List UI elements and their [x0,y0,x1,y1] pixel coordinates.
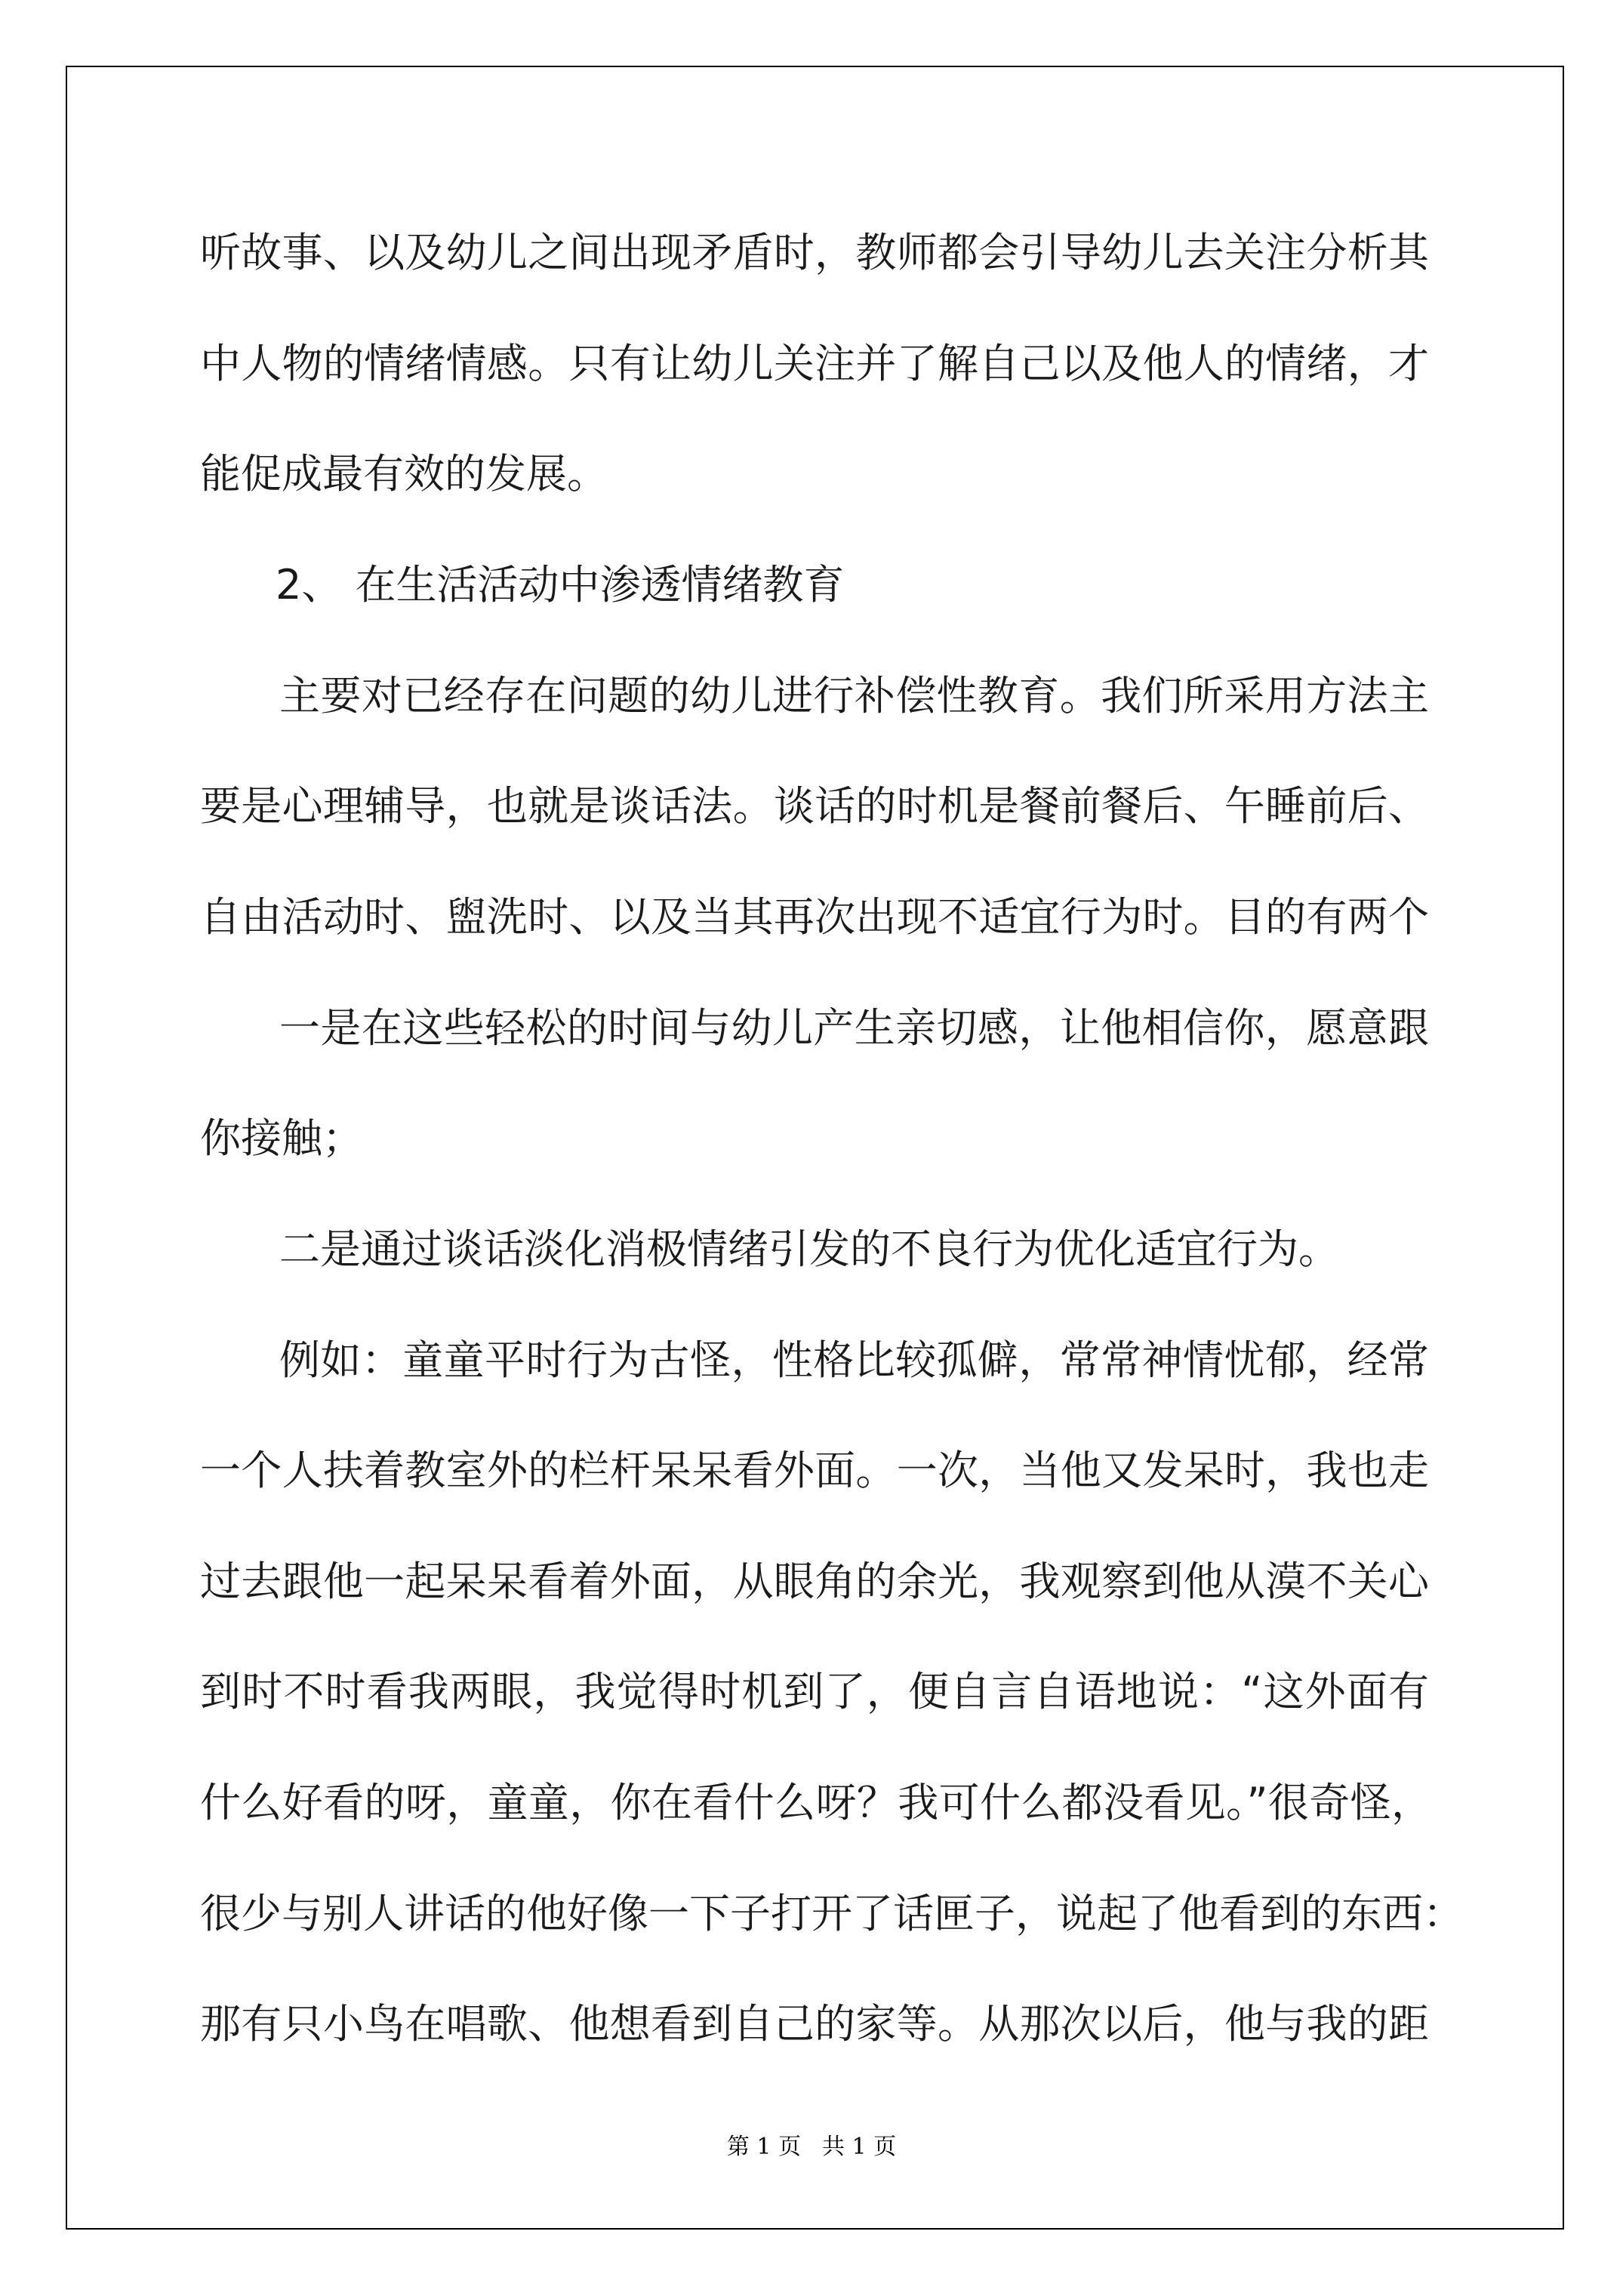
paragraph-text: 一个人扶着教室外的栏杆呆呆看外面。一次，当他又发呆时，我也走 [200,1447,1429,1494]
page-total: 共 1 页 [822,2134,897,2160]
text-line [0,215,1623,291]
text-line [0,1876,1623,1952]
text-line [0,1765,1623,1841]
paragraph-text: 二是通过谈话淡化消极情绪引发的不良行为优化适宜行为。 [279,1225,1339,1273]
page-footer [0,2128,1623,2161]
paragraph-text: 例如：童童平时行为古怪，性格比较孤僻，常常神情忧郁，经常 [279,1336,1429,1384]
text-line [0,436,1623,512]
text-line [0,326,1623,402]
paragraph-text: 中人物的情绪情感。只有让幼儿关注并了解自己以及他人的情绪，才 [200,340,1429,387]
paragraph-text: 你接触； [200,1114,363,1162]
text-line [0,1544,1623,1620]
paragraph-text: 到时不时看我两眼，我觉得时机到了，便自言自语地说：“这外面有 [200,1668,1429,1715]
text-line [0,1986,1623,2062]
paragraph-text: 那有只小鸟在唱歌、他想看到自己的家等。从那次以后，他与我的距 [200,2000,1429,2048]
paragraph-text: 主要对已经存在问题的幼儿进行补偿性教育。我们所采用方法主 [279,672,1429,720]
text-line [0,991,1623,1066]
text-line [0,1101,1623,1176]
text-line [0,769,1623,844]
paragraph-text: 能促成最有效的发展。 [200,450,608,498]
text-line [0,880,1623,955]
paragraph-text: 什么好看的呀，童童，你在看什么呀？我可什么都没看见。”很奇怪， [200,1779,1432,1826]
paragraph-text: 一是在这些轻松的时间与幼儿产生亲切感，让他相信你，愿意跟 [279,1004,1429,1052]
paragraph-text: 自由活动时、盥洗时、以及当其再次出现不适宜行为时。目的有两个 [200,893,1429,941]
text-line [0,1433,1623,1509]
paragraph-text: 听故事、以及幼儿之间出现矛盾时，教师都会引导幼儿去关注分析其 [200,229,1429,276]
section-heading: 2、 在生活活动中渗透情绪教育 [276,561,845,609]
paragraph-text: 要是心理辅导，也就是谈话法。谈话的时机是餐前餐后、午睡前后、 [200,782,1429,830]
text-line [0,1654,1623,1730]
page-number: 第 1 页 [726,2134,801,2160]
text-line [0,1323,1623,1398]
text-line [0,547,1623,623]
text-line [0,1212,1623,1287]
text-line [0,658,1623,734]
paragraph-text: 过去跟他一起呆呆看着外面，从眼角的余光，我观察到他从漠不关心 [200,1558,1429,1605]
paragraph-text: 很少与别人讲话的他好像一下子打开了话匣子，说起了他看到的东西： [200,1890,1464,1937]
